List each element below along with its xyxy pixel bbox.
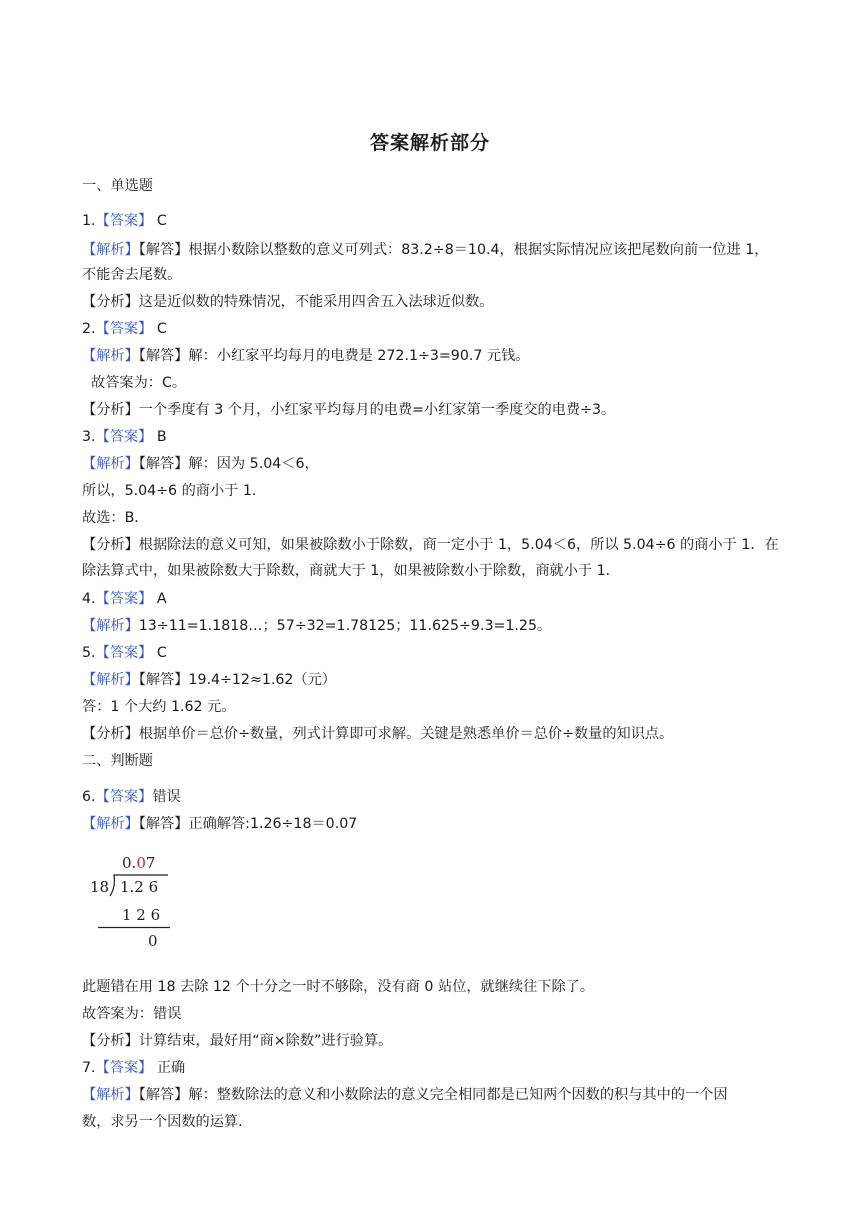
q4-jiexi-tag: 【解析】 bbox=[82, 618, 139, 634]
q7-jiexi-tag: 【解析】 bbox=[82, 1087, 139, 1103]
q4-answer: A bbox=[152, 591, 167, 607]
q3-analysis-line1: 【分析】根据除法的意义可知，如果被除数小于除数，商一定小于 1，5.04＜6，所以 5.04÷6 的商小于 1．在 bbox=[82, 537, 779, 553]
q4-text1: 13÷11=1.1818…；57÷32=1.78125；11.625÷9.3=1.25。 bbox=[138, 618, 552, 634]
q7-explanation-line1 bbox=[82, 1085, 782, 1105]
q1-number: 1. bbox=[82, 213, 96, 229]
q2-explanation-line1 bbox=[82, 346, 782, 366]
q1-jiexi-tag: 【解析】 bbox=[82, 242, 139, 258]
q6-explanation-line2: 此题错在用 18 去除 12 个十分之一时不够除，没有商 0 站位，就继续往下除了。 bbox=[82, 979, 595, 995]
q7-answer-tag: 【答案】 bbox=[95, 1060, 153, 1076]
q5-analysis: 【分析】根据单价＝总价÷数量，列式计算即可求解。关键是熟悉单价＝总价÷数量的知识点。 bbox=[82, 726, 674, 742]
q2-analysis: 【分析】一个季度有 3 个月，小红家平均每月的电费=小红家第一季度交的电费÷3。 bbox=[82, 402, 616, 418]
page-title: 答案解析部分 bbox=[369, 132, 490, 154]
q3-explanation-line2: 所以，5.04÷6 的商小于 1． bbox=[82, 483, 267, 499]
q6-answer: 错误 bbox=[152, 789, 181, 805]
q2-answer-line bbox=[82, 319, 782, 339]
q2-answer-tag: 【答案】 bbox=[95, 321, 153, 337]
q6-analysis: 【分析】计算结束，最好用“商×除数”进行验算。 bbox=[82, 1033, 393, 1049]
q2-explanation-line2: 故答案为：C。 bbox=[82, 375, 187, 391]
q2-text1: 解：小红家平均每月的电费是 272.1÷3=90.7 元钱。 bbox=[188, 348, 530, 364]
q3-jieda-tag: 【解答】 bbox=[138, 456, 189, 472]
q7-answer: 正确 bbox=[152, 1060, 186, 1076]
q4-explanation bbox=[82, 616, 782, 636]
q1-analysis: 【分析】这是近似数的特殊情况，不能采用四舍五入法球近似数。 bbox=[82, 294, 494, 310]
q2-jiexi-tag: 【解析】 bbox=[82, 348, 139, 364]
q1-jieda-tag: 【解答】 bbox=[138, 242, 189, 258]
q4-answer-tag: 【答案】 bbox=[95, 591, 153, 607]
division-dividend: 1.2 6 bbox=[120, 878, 159, 896]
q1-text1: 根据小数除以整数的意义可列式：83.2÷8＝10.4，根据实际情况应该把尾数向前一位进 1， bbox=[188, 242, 769, 258]
q1-answer: C bbox=[152, 213, 167, 229]
q3-explanation-line1 bbox=[82, 454, 782, 474]
section-heading-single-choice: 一、单选题 bbox=[82, 178, 153, 194]
q1-answer-tag: 【答案】 bbox=[95, 213, 153, 229]
q4-number: 4. bbox=[82, 591, 96, 607]
quotient-digit-c: 7 bbox=[145, 854, 156, 872]
q5-text1: 19.4÷12≈1.62（元） bbox=[188, 672, 336, 688]
q6-answer-tag: 【答案】 bbox=[95, 789, 153, 805]
q2-jieda-tag: 【解答】 bbox=[138, 348, 189, 364]
q6-number: 6. bbox=[82, 789, 96, 805]
division-quotient bbox=[122, 854, 155, 872]
q5-answer-line bbox=[82, 643, 782, 663]
division-underline bbox=[98, 926, 170, 930]
q3-number: 3. bbox=[82, 429, 96, 445]
q1-explanation-line1 bbox=[82, 240, 782, 260]
section-heading-true-false: 二、判断题 bbox=[82, 753, 153, 769]
q7-jieda-tag: 【解答】 bbox=[138, 1087, 189, 1103]
quotient-digit-highlighted: 0 bbox=[136, 854, 146, 872]
q7-number: 7. bbox=[82, 1060, 96, 1076]
q5-explanation-line1 bbox=[82, 670, 782, 690]
q3-analysis-line2: 除法算式中，如果被除数大于除数，商就大于 1，如果被除数小于除数，商就小于 1． bbox=[82, 563, 620, 579]
q2-answer: C bbox=[152, 321, 167, 337]
q6-jieda-tag: 【解答】 bbox=[138, 816, 189, 832]
quotient-digit-a: 0. bbox=[122, 854, 137, 872]
q6-answer-line bbox=[82, 787, 782, 807]
q3-answer-line bbox=[82, 427, 782, 447]
q7-answer-line bbox=[82, 1058, 782, 1078]
q5-jiexi-tag: 【解析】 bbox=[82, 672, 139, 688]
long-division-figure bbox=[86, 852, 186, 952]
division-divisor: 18 bbox=[90, 878, 110, 896]
q1-answer-line bbox=[82, 211, 782, 231]
q6-explanation-line1 bbox=[82, 814, 782, 834]
q5-answer: C bbox=[152, 645, 167, 661]
q5-answer-tag: 【答案】 bbox=[95, 645, 153, 661]
q4-answer-line bbox=[82, 589, 782, 609]
division-product: 1 2 6 bbox=[122, 906, 161, 924]
q6-explanation-line3: 故答案为：错误 bbox=[82, 1006, 182, 1022]
q3-jiexi-tag: 【解析】 bbox=[82, 456, 139, 472]
q5-jieda-tag: 【解答】 bbox=[138, 672, 189, 688]
q6-text1: 正确解答:1.26÷18＝0.07 bbox=[188, 816, 358, 832]
q1-explanation-line2: 不能舍去尾数。 bbox=[82, 267, 182, 283]
q7-text1: 解：整数除法的意义和小数除法的意义完全相同都是已知两个因数的积与其中的一个因 bbox=[188, 1087, 728, 1103]
q3-answer-tag: 【答案】 bbox=[95, 429, 153, 445]
q5-explanation-line2: 答：1 个大约 1.62 元。 bbox=[82, 699, 236, 715]
q2-number: 2. bbox=[82, 321, 96, 337]
q6-jiexi-tag: 【解析】 bbox=[82, 816, 139, 832]
q7-explanation-line2: 数，求另一个因数的运算. bbox=[82, 1114, 243, 1130]
division-remainder: 0 bbox=[148, 932, 158, 950]
q3-text1: 解：因为 5.04＜6， bbox=[188, 456, 319, 472]
q3-answer: B bbox=[152, 429, 167, 445]
q3-explanation-line3: 故选：B． bbox=[82, 510, 149, 526]
q5-number: 5. bbox=[82, 645, 96, 661]
